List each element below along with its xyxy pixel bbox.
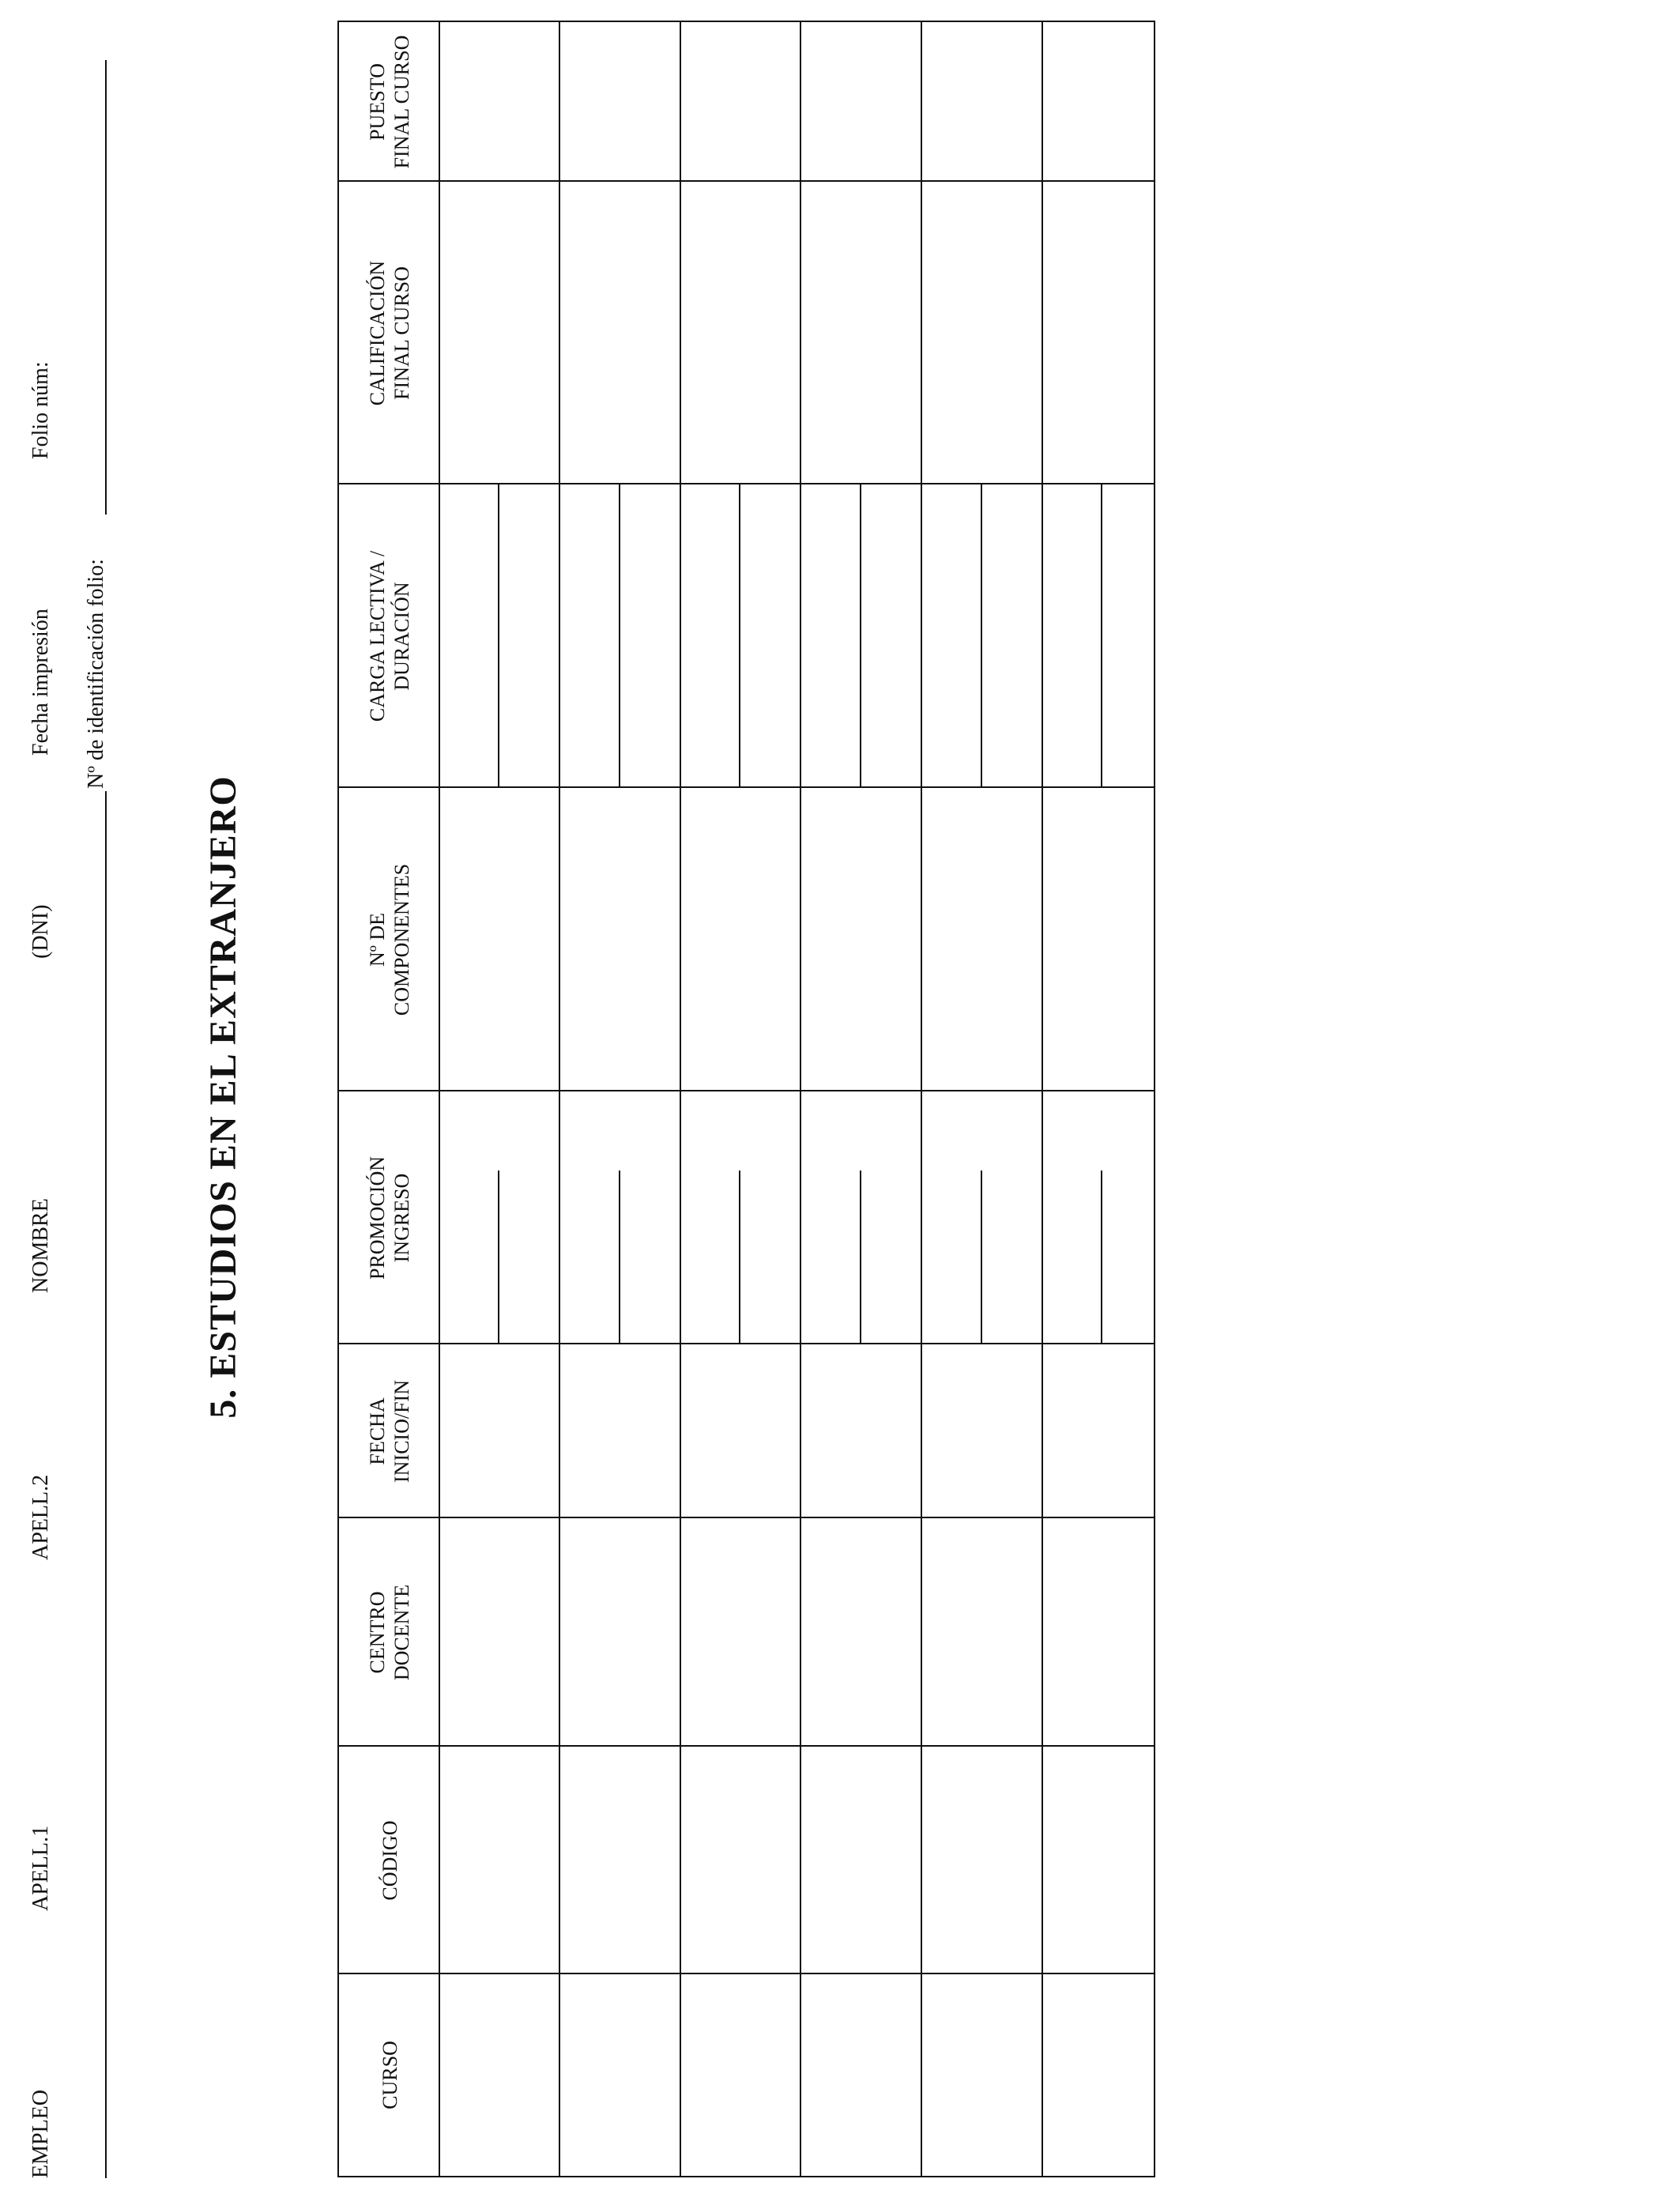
col-header-promocion bbox=[339, 1091, 440, 1344]
col-header-label: CURSO bbox=[378, 2041, 401, 2109]
fecha-sub-divider bbox=[498, 1171, 499, 1344]
col-sep bbox=[339, 483, 1154, 484]
col-header-componentes bbox=[339, 788, 440, 1091]
label-id-folio: Nº de identificación folio: bbox=[84, 559, 108, 789]
col-header-carga bbox=[339, 484, 440, 788]
label-nombre: NOMBRE bbox=[28, 1198, 53, 1293]
col-sep bbox=[339, 1973, 1154, 1974]
fecha-sub-divider bbox=[981, 1171, 982, 1344]
fecha-sub-divider bbox=[619, 1171, 620, 1344]
col-header-label: CARGA LECTIVA / DURACIÓN bbox=[366, 550, 413, 722]
name-underline bbox=[105, 791, 107, 2178]
col-header-label: FECHA INICIO/FIN bbox=[366, 1380, 413, 1483]
col-header-calificacion bbox=[339, 182, 440, 484]
studies-table bbox=[337, 21, 1155, 2177]
fecha-sub-divider bbox=[860, 1171, 861, 1344]
col-header-label: PROMOCIÓN INGRESO bbox=[366, 1155, 413, 1280]
col-header-codigo bbox=[339, 1747, 440, 1974]
col-sep bbox=[339, 1090, 1154, 1091]
row-sep bbox=[921, 22, 922, 2176]
id-folio-underline bbox=[105, 60, 107, 515]
carga-sub-divider bbox=[619, 484, 620, 788]
col-header-label: PUESTO FINAL CURSO bbox=[366, 35, 413, 169]
label-fecha-impresion: Fecha impresión bbox=[28, 609, 53, 756]
row-sep bbox=[800, 22, 801, 2176]
carga-sub-divider bbox=[860, 484, 861, 788]
section-title: 5. ESTUDIOS EN EL EXTRANJERO bbox=[202, 775, 244, 1419]
fecha-sub-divider bbox=[1101, 1171, 1102, 1344]
label-dni: (DNI) bbox=[28, 904, 53, 959]
col-sep bbox=[339, 1745, 1154, 1747]
col-header-curso bbox=[339, 1974, 440, 2176]
col-header-label: CALIFICACIÓN FINAL CURSO bbox=[366, 260, 413, 406]
col-header-centro bbox=[339, 1518, 440, 1747]
carga-sub-divider bbox=[981, 484, 982, 788]
col-sep bbox=[339, 1517, 1154, 1518]
col-sep bbox=[339, 786, 1154, 788]
label-empleo: EMPLEO bbox=[28, 2090, 53, 2178]
carga-sub-divider bbox=[739, 484, 740, 788]
row-sep bbox=[559, 22, 560, 2176]
carga-sub-divider bbox=[1101, 484, 1102, 788]
col-header-label: Nº DE COMPONENTES bbox=[366, 863, 413, 1016]
carga-sub-divider bbox=[498, 484, 499, 788]
col-sep bbox=[339, 180, 1154, 182]
col-header-label: CENTRO DOCENTE bbox=[366, 1584, 413, 1681]
row-sep bbox=[680, 22, 681, 2176]
col-header-label: CÓDIGO bbox=[378, 1820, 401, 1901]
col-header-puesto bbox=[339, 22, 440, 182]
row-sep bbox=[1042, 22, 1043, 2176]
label-folio-num: Folio núm: bbox=[28, 361, 53, 459]
fecha-sub-divider bbox=[739, 1171, 740, 1344]
col-sep bbox=[339, 1343, 1154, 1344]
label-apell1: APELL.1 bbox=[28, 1825, 53, 1911]
label-apell2: APELL.2 bbox=[28, 1474, 53, 1560]
col-header-fecha bbox=[339, 1344, 440, 1518]
